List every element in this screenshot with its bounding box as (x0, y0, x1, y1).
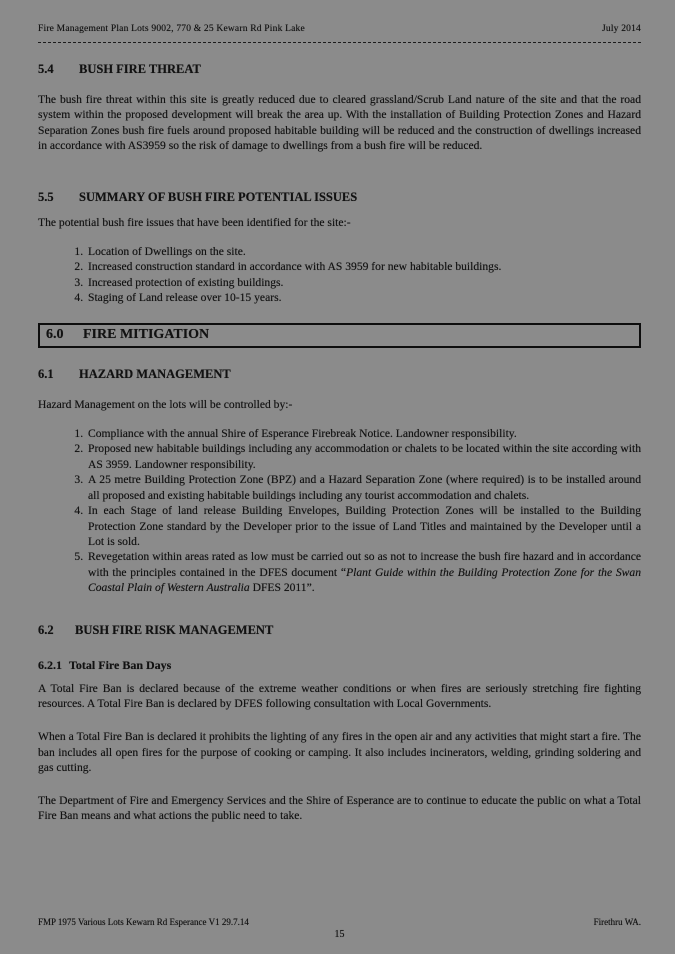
hazard-management-list (38, 426, 641, 595)
heading-5-4 (38, 62, 641, 77)
section-title: BUSH FIRE RISK MANAGEMENT (75, 622, 274, 637)
list-item (86, 549, 641, 595)
section-title: BUSH FIRE THREAT (79, 62, 201, 76)
list-item: 1. Compliance with the annual Shire of Esperance Firebreak Notice. Landowner responsibility. (86, 426, 641, 441)
page-footer (38, 917, 641, 940)
header-date: July 2014 (601, 24, 641, 34)
heading-6-1 (38, 367, 641, 382)
section-number: 5.5 (38, 189, 54, 204)
section-number: 6.2.1 (38, 657, 62, 672)
cited-document-title: Plant Guide within the Building Protection Zone for the Swan Coastal Plain of Western Australia (88, 565, 641, 595)
list-item: 2. Increased construction standard in accordance with AS 3959 for new habitable buildings. (86, 259, 641, 274)
list-item: 4. In each Stage of land release Building Envelopes, Building Protection Zones will be installed to the Building Protection Zone standard by the Developer prior to the issue of Land Titles and maintained by the Developer until a Lot is sold. (86, 503, 641, 549)
paragraph-total-fire-ban-2: When a Total Fire Ban is declared it prohibits the lighting of any fires in the open air and any activities that might start a fire. The ban includes all open fires for the purpose of cooking or camping. It also includes incinerators, welding, grinding soldering and gas cutting. (38, 730, 641, 775)
footer-document-reference: FMP 1975 Various Lots Kewarn Rd Esperance V1 29.7.14 (38, 917, 249, 927)
footer-author: Firethru WA. (593, 917, 641, 927)
section-number: 6.1 (38, 366, 54, 381)
section-title: Total Fire Ban Days (69, 657, 172, 672)
page-number: 15 (334, 929, 345, 940)
list-item: 1. Location of Dwellings on the site. (86, 244, 641, 259)
item-text: DFES 2011”. (249, 581, 315, 595)
page-content (38, 24, 641, 823)
issues-list (38, 244, 641, 306)
paragraph-issues-intro: The potential bush fire issues that have been identified for the site:- (38, 215, 351, 229)
list-item: 3. Increased protection of existing buildings. (86, 275, 641, 290)
section-number: 6.0 (46, 326, 64, 342)
list-item: 4. Staging of Land release over 10-15 years. (86, 290, 641, 305)
paragraph-hazard-intro: Hazard Management on the lots will be controlled by:- (38, 397, 293, 411)
heading-5-5 (38, 190, 641, 205)
section-number: 5.4 (38, 62, 54, 76)
heading-6-2 (38, 623, 641, 638)
section-title: HAZARD MANAGEMENT (79, 366, 231, 381)
item-text: Revegetation within areas rated as low must be carried out so as not to increase the bush fire hazard and in accordance with the principles contained in the DFES document “ (88, 550, 641, 579)
paragraph-bush-fire-threat: The bush fire threat within this site is greatly reduced due to cleared grassland/Scrub Land nature of the site and that the road system within the proposed development will break the area up. With the installation of Building Protection Zones and Hazard Separation Zones bush fire fuels around proposed habitable building will be reduced and the construction of dwellings increased in accordance with AS3959 so the risk of damage to dwellings from a bush fire will be reduced. (38, 93, 641, 153)
heading-6-2-1 (38, 658, 641, 673)
paragraph-total-fire-ban-1: A Total Fire Ban is declared because of the extreme weather conditions or when fires are seriously stretching fire fighting resources. A Total Fire Ban is declared by DFES following consultation with Local Governments. (38, 681, 641, 710)
list-item: 2. Proposed new habitable buildings including any accommodation or chalets to be located within the site according with AS 3959. Landowner responsibility. (86, 441, 641, 472)
section-title: FIRE MITIGATION (83, 326, 210, 342)
list-item: 3. A 25 metre Building Protection Zone (BPZ) and a Hazard Separation Zone (where required) is to be installed around all proposed and existing habitable buildings including any tourist accommodation and chalets. (86, 472, 641, 503)
paragraph-total-fire-ban-3: The Department of Fire and Emergency Services and the Shire of Esperance are to continue to educate the public on what a Total Fire Ban means and what actions the public need to take. (38, 793, 641, 822)
header-document-title: Fire Management Plan Lots 9002, 770 & 25 Kewarn Rd Pink Lake (38, 24, 305, 34)
section-number: 6.2 (38, 622, 54, 637)
heading-6-0-fire-mitigation (38, 323, 641, 348)
footer-row (38, 917, 641, 927)
section-title: SUMMARY OF BUSH FIRE POTENTIAL ISSUES (79, 189, 358, 204)
page-header (38, 24, 641, 43)
